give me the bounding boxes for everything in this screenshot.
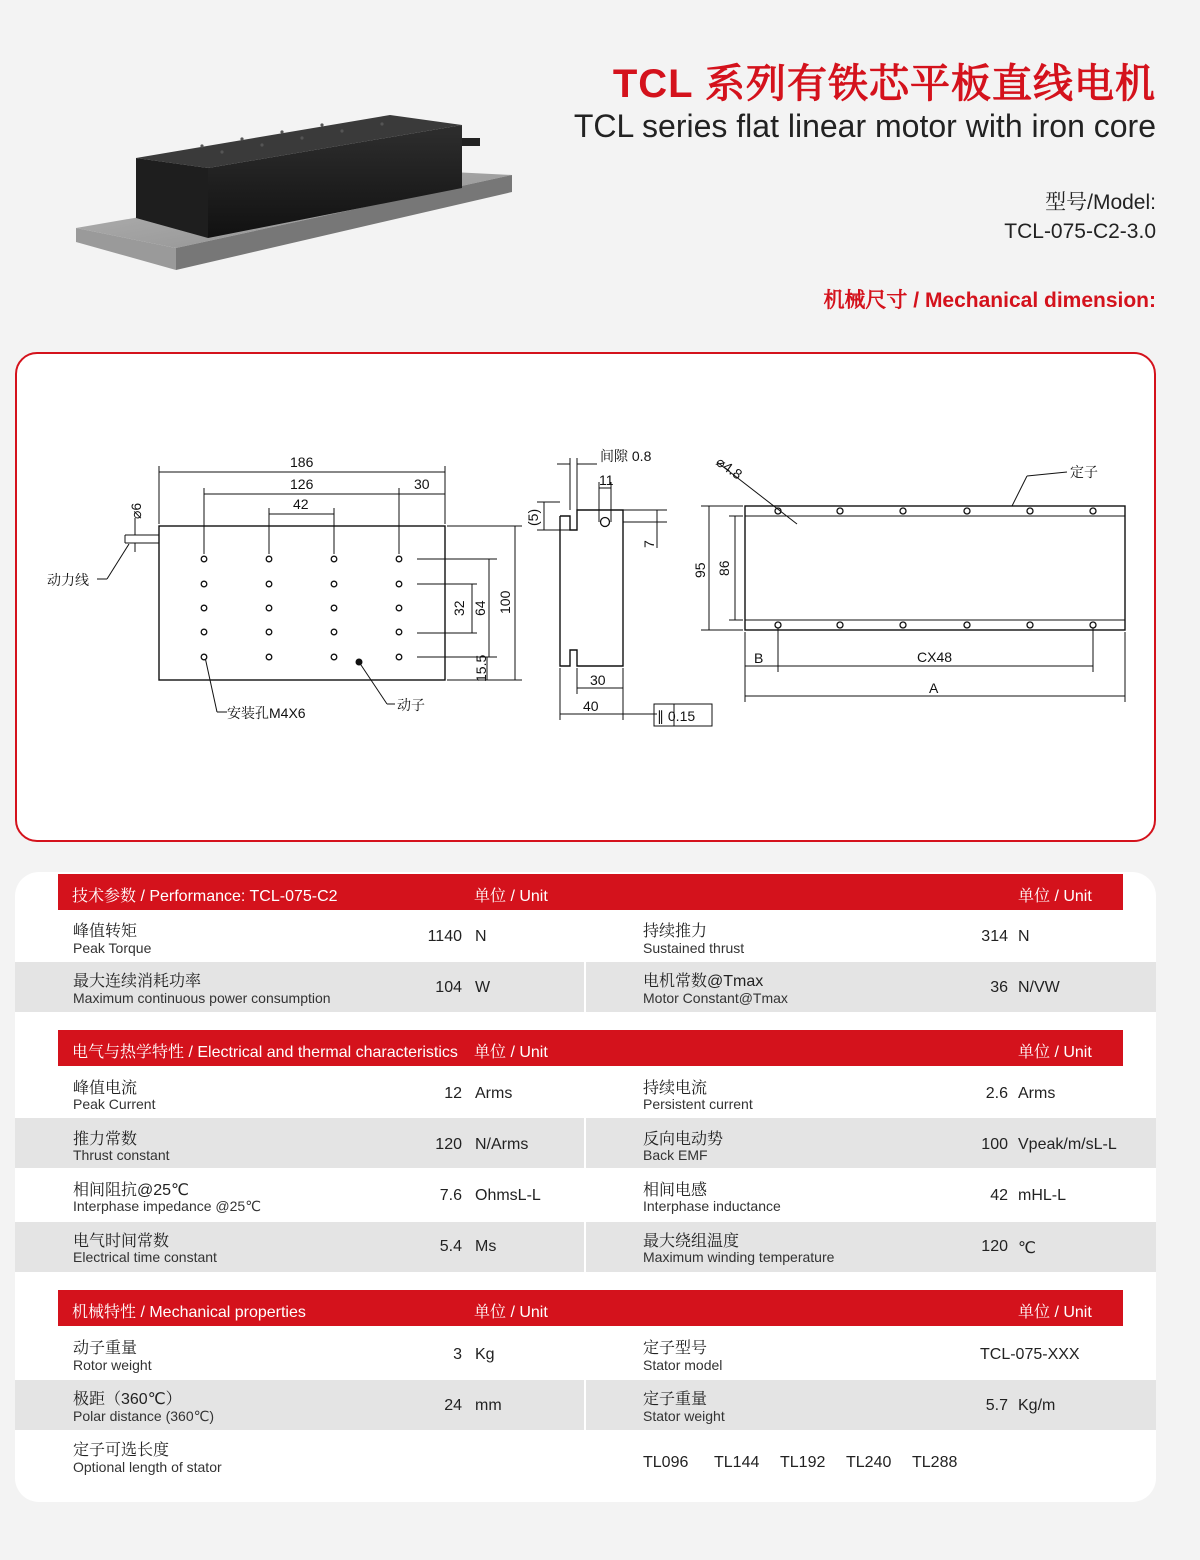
column-divider — [584, 1066, 586, 1274]
param-unit: Arms — [475, 1085, 513, 1102]
param-value: 24 — [444, 1397, 462, 1414]
param-name-en: Interphase inductance — [643, 1198, 781, 1214]
param-unit: mHL-L — [1018, 1187, 1067, 1204]
param-name-en: Peak Torque — [73, 940, 152, 956]
param-name-en: Back EMF — [643, 1147, 708, 1163]
param-value: TCL-075-XXX — [980, 1346, 1080, 1363]
param-name-cn: 持续电流 — [643, 1080, 708, 1097]
section-title: 技术参数 / Performance: TCL-075-C2 — [72, 888, 338, 905]
mount-hole-label: 安装孔M4X6 — [227, 705, 306, 721]
dim-30-front: 30 — [414, 476, 430, 492]
stator-length-option: TL096 — [643, 1454, 689, 1471]
param-unit: N/Arms — [475, 1136, 529, 1153]
param-unit: N/VW — [1018, 979, 1060, 996]
product-image — [72, 110, 522, 280]
section-mechanical-header — [58, 1290, 1123, 1326]
param-name-en: Maximum winding temperature — [643, 1249, 835, 1265]
dim-86: 86 — [716, 560, 732, 576]
param-name-en: Peak Current — [73, 1096, 156, 1112]
parallel-tolerance: ∥ 0.15 — [657, 708, 696, 724]
param-value: 3 — [453, 1346, 462, 1363]
dim-11: 11 — [599, 472, 614, 488]
param-unit: N — [475, 928, 487, 945]
dim-7: 7 — [641, 540, 657, 548]
param-name-en: Polar distance (360℃) — [73, 1408, 215, 1424]
param-unit: W — [475, 979, 491, 996]
mover-label: 动子 — [397, 697, 425, 713]
param-name-en: Stator weight — [643, 1408, 725, 1424]
param-name-en: Optional length of stator — [73, 1459, 222, 1475]
side-view — [525, 448, 712, 726]
param-value: 104 — [435, 979, 462, 996]
param-value: 5.7 — [985, 1397, 1008, 1414]
stator-length-option: TL240 — [846, 1454, 892, 1471]
param-name-cn: 相间阻抗@25℃ — [73, 1182, 190, 1199]
dim-cx48: CX48 — [917, 649, 953, 665]
param-value: 42 — [990, 1187, 1008, 1204]
param-value: 314 — [981, 928, 1008, 945]
param-value: 120 — [435, 1136, 462, 1153]
title-en: TCL series flat linear motor with iron core — [573, 108, 1156, 144]
param-name-cn: 峰值电流 — [73, 1080, 138, 1097]
param-value: 7.6 — [439, 1187, 462, 1204]
unit-header-right: 单位 / Unit — [1018, 1304, 1092, 1321]
unit-header-left: 单位 / Unit — [474, 1304, 548, 1321]
param-name-cn: 极距（360℃） — [73, 1391, 182, 1408]
param-value: 1140 — [427, 928, 462, 945]
param-unit: Ms — [475, 1238, 497, 1255]
dim-40: 40 — [583, 698, 599, 714]
stator-length-option: TL288 — [912, 1454, 958, 1471]
unit-header-right: 单位 / Unit — [1018, 1044, 1092, 1061]
param-value: 12 — [444, 1085, 462, 1102]
dim-30-side: 30 — [590, 672, 606, 688]
mechanical-drawing — [15, 352, 1156, 842]
param-name-en: Interphase impedance @25℃ — [73, 1198, 261, 1214]
stator-length-option: TL192 — [780, 1454, 826, 1471]
param-name-en: Stator model — [643, 1357, 723, 1373]
param-name-en: Maximum continuous power consumption — [73, 990, 331, 1006]
param-unit: Arms — [1018, 1085, 1056, 1102]
param-value: 5.4 — [439, 1238, 462, 1255]
dim-32: 32 — [451, 600, 467, 616]
model-value: TCL-075-C2-3.0 — [1004, 220, 1156, 243]
dim-15-5: 15.5 — [473, 654, 489, 682]
param-unit: ℃ — [1018, 1240, 1036, 1257]
dim-64: 64 — [472, 600, 488, 616]
param-name-cn: 峰值转矩 — [73, 923, 138, 940]
param-unit: N — [1018, 928, 1030, 945]
dim-phi4-8: ⌀4.8 — [713, 453, 746, 483]
dim-100: 100 — [497, 590, 513, 614]
power-line-label: 动力线 — [47, 572, 89, 588]
param-name-cn: 定子可选长度 — [73, 1442, 170, 1459]
column-divider — [584, 910, 586, 1014]
stator-view — [692, 453, 1125, 702]
param-name-en: Thrust constant — [73, 1147, 170, 1163]
param-value: 100 — [981, 1136, 1008, 1153]
dim-42: 42 — [293, 496, 309, 512]
param-value: 36 — [990, 979, 1008, 996]
title-cn: TCL 系列有铁芯平板直线电机 — [612, 62, 1156, 106]
param-name-cn: 最大连续消耗功率 — [73, 973, 202, 990]
param-name-cn: 相间电感 — [643, 1182, 708, 1199]
section-electrical-header — [58, 1030, 1123, 1066]
param-name-en: Sustained thrust — [643, 940, 745, 956]
param-unit: Vpeak/m/sL-L — [1018, 1136, 1117, 1153]
dim-a: A — [929, 680, 939, 696]
stator-label: 定子 — [1070, 464, 1098, 480]
param-unit: Kg — [475, 1346, 495, 1363]
param-name-cn: 定子型号 — [643, 1340, 708, 1357]
dim-phi6: ⌀6 — [128, 502, 144, 519]
param-unit: mm — [475, 1397, 502, 1414]
section-title: 机械特性 / Mechanical properties — [72, 1304, 306, 1321]
param-value: 120 — [981, 1238, 1008, 1255]
unit-header-left: 单位 / Unit — [474, 888, 548, 905]
dim-126: 126 — [290, 476, 314, 492]
dim-5: (5) — [525, 508, 541, 526]
param-name-cn: 电气时间常数 — [73, 1233, 170, 1250]
param-name-cn: 推力常数 — [73, 1131, 138, 1148]
section-title: 电气与热学特性 / Electrical and thermal characteristics — [72, 1044, 458, 1061]
unit-header-left: 单位 / Unit — [474, 1044, 548, 1061]
param-name-en: Electrical time constant — [73, 1249, 217, 1265]
param-name-cn: 电机常数@Tmax — [643, 973, 764, 990]
front-view — [47, 454, 522, 721]
gap-label: 间隙 0.8 — [600, 448, 652, 464]
param-name-en: Rotor weight — [73, 1357, 152, 1373]
param-name-en: Motor Constant@Tmax — [643, 990, 788, 1006]
model-label: 型号/Model: — [1045, 191, 1156, 214]
unit-header-right: 单位 / Unit — [1018, 888, 1092, 905]
param-unit: OhmsL-L — [475, 1187, 541, 1204]
dim-b: B — [754, 650, 764, 666]
param-name-cn: 反向电动势 — [643, 1131, 724, 1148]
param-name-cn: 持续推力 — [643, 923, 708, 940]
param-name-cn: 动子重量 — [73, 1340, 138, 1357]
column-divider — [584, 1326, 586, 1480]
dim-95: 95 — [692, 562, 708, 578]
param-unit: Kg/m — [1018, 1397, 1056, 1414]
param-name-cn: 定子重量 — [643, 1391, 708, 1408]
param-name-cn: 最大绕组温度 — [643, 1233, 740, 1250]
param-value: 2.6 — [985, 1085, 1008, 1102]
stator-length-option: TL144 — [714, 1454, 760, 1471]
dim-186: 186 — [290, 454, 314, 470]
mechanical-dimension-label: 机械尺寸 / Mechanical dimension: — [823, 289, 1156, 312]
param-name-en: Persistent current — [643, 1096, 753, 1112]
section-performance-header — [58, 874, 1123, 910]
